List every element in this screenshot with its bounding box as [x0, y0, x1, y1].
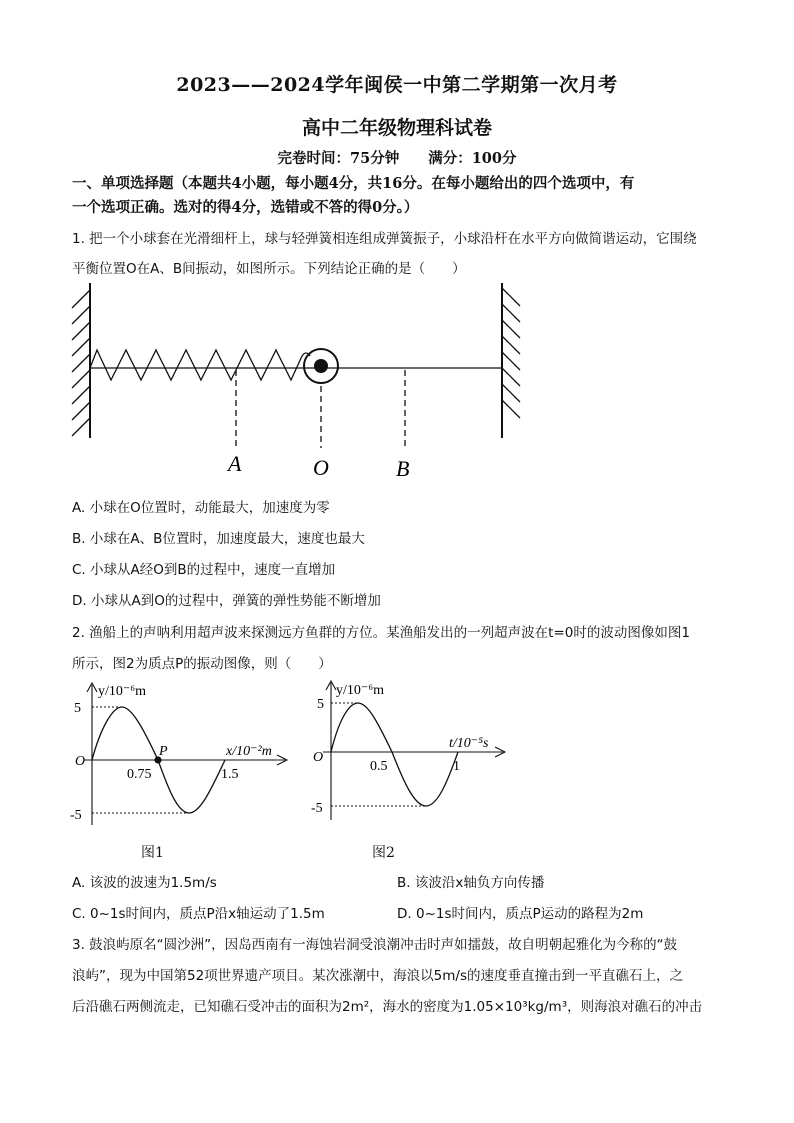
- q2-stem-line2: 所示，图2为质点P的振动图像，则（ ）: [72, 656, 332, 672]
- q2-fig2-vibration-graph: [308, 675, 508, 835]
- fig1-ylabel: y/10⁻⁶m: [98, 684, 147, 699]
- q1-spring-figure: [60, 278, 530, 488]
- q3-line2: 浪屿”，现为中国第52项世界遗产项目。某次涨潮中，海浪以5m/s的速度垂直撞击到一平直礁石上，之: [72, 968, 683, 984]
- fig2-x-tick2: 1: [453, 759, 460, 774]
- fig1-x-tick2: 1.5: [221, 767, 239, 782]
- fig1-x-tick1: 0.75: [127, 767, 152, 782]
- fig1-caption: 图1: [141, 845, 164, 861]
- fig2-origin: O: [313, 750, 324, 765]
- q2-option-d: D. 0~1s时间内，质点P运动的路程为2m: [397, 906, 644, 922]
- label-a: A: [228, 451, 242, 476]
- q1-option-d: D. 小球从A到O的过程中，弹簧的弹性势能不断增加: [72, 593, 381, 609]
- q1-option-c: C. 小球从A经O到B的过程中，速度一直增加: [72, 562, 336, 578]
- fig1-xlabel: x/10⁻²m: [226, 744, 272, 759]
- label-o: O: [313, 455, 329, 480]
- label-b: B: [396, 456, 410, 481]
- q2-option-c: C. 0~1s时间内，质点P沿x轴运动了1.5m: [72, 906, 325, 922]
- fig1-y-top: 5: [74, 701, 81, 716]
- fig2-x-tick1: 0.5: [370, 759, 388, 774]
- exam-info: 完卷时间：75分钟 满分：100分: [277, 150, 517, 167]
- fig2-y-bottom: -5: [311, 801, 323, 816]
- fig1-origin: O: [75, 754, 86, 769]
- fig2-caption: 图2: [372, 845, 395, 861]
- q3-line1: 3. 鼓浪屿原名“圆沙洲”，因岛西南有一海蚀岩洞受浪潮冲击时声如擂鼓，故自明朝起雅化为今称的“鼓: [72, 937, 678, 953]
- q2-stem-line1: 2. 渔船上的声呐利用超声波来探测远方鱼群的方位。某渔船发出的一列超声波在t=0时的波动图像如图1: [72, 625, 690, 641]
- fig1-y-bottom: -5: [70, 808, 82, 823]
- exam-title: 2023——2024学年闽侯一中第二学期第一次月考: [176, 74, 618, 96]
- q3-line3: 后沿礁石两侧流走，已知礁石受冲击的面积为2m²，海水的密度为1.05×10³kg/m³，则海浪对礁石的冲击: [72, 999, 703, 1015]
- q1-stem-line2: 平衡位置O在A、B间振动，如图所示。下列结论正确的是（ ）: [72, 261, 466, 277]
- q1-stem-line1: 1. 把一个小球套在光滑细杆上，球与轻弹簧相连组成弹簧振子，小球沿杆在水平方向做简谐运动，它围绕: [72, 231, 697, 247]
- fig2-xlabel: t/10⁻⁵s: [449, 736, 489, 751]
- section-heading-line1: 一、单项选择题（本题共4小题，每小题4分，共16分。在每小题给出的四个选项中，有: [72, 175, 635, 192]
- fig2-y-top: 5: [317, 697, 324, 712]
- fig2-ylabel: y/10⁻⁶m: [336, 683, 385, 698]
- exam-subtitle: 高中二年级物理科试卷: [301, 117, 492, 139]
- fig1-point-label: P: [159, 744, 168, 759]
- section-heading-line2: 一个选项正确。选对的得4分，选错或不答的得0分。）: [72, 199, 419, 216]
- q2-fig1-wave-graph: [65, 675, 305, 835]
- q1-option-b: B. 小球在A、B位置时，加速度最大，速度也最大: [72, 531, 365, 547]
- ball-center: [314, 359, 328, 373]
- q2-option-a: A. 该波的波速为1.5m/s: [72, 875, 217, 891]
- q1-option-a: A. 小球在O位置时，动能最大，加速度为零: [72, 500, 330, 516]
- q2-option-b: B. 该波沿x轴负方向传播: [397, 875, 545, 891]
